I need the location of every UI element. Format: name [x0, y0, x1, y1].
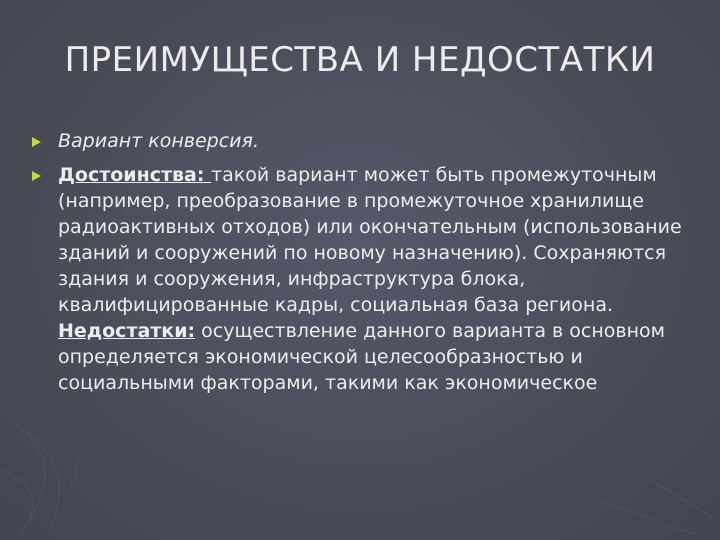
disadvantages-label: Недостатки: [58, 320, 196, 342]
bullet-item-assessment [30, 162, 710, 396]
bullet-list [30, 128, 710, 396]
advantages-label: Достоинства: [58, 164, 212, 186]
bullet-arrow-icon [32, 137, 41, 147]
disadvantages-text: осуществление данного варианта в основном определяется экономической целесообразностью и социальными факторами, такими как экономическое [58, 320, 665, 394]
bullet-item-variant [30, 128, 710, 154]
bullet-arrow-icon [32, 171, 41, 181]
slide-title: ПРЕИМУЩЕСТВА И НЕДОСТАТКИ [64, 40, 656, 80]
bullet-text: Вариант конверсия. [58, 130, 259, 152]
advantages-text: такой вариант может быть промежуточным (например, преобразование в промежуточное хранилище радиоактивных отходов) или окончательным (использование зданий и сооружений по новому назначению). Сохраняются здания и сооружения, инфраструктура блока, квалифицированные кадры, социальная база региона. [58, 164, 682, 316]
